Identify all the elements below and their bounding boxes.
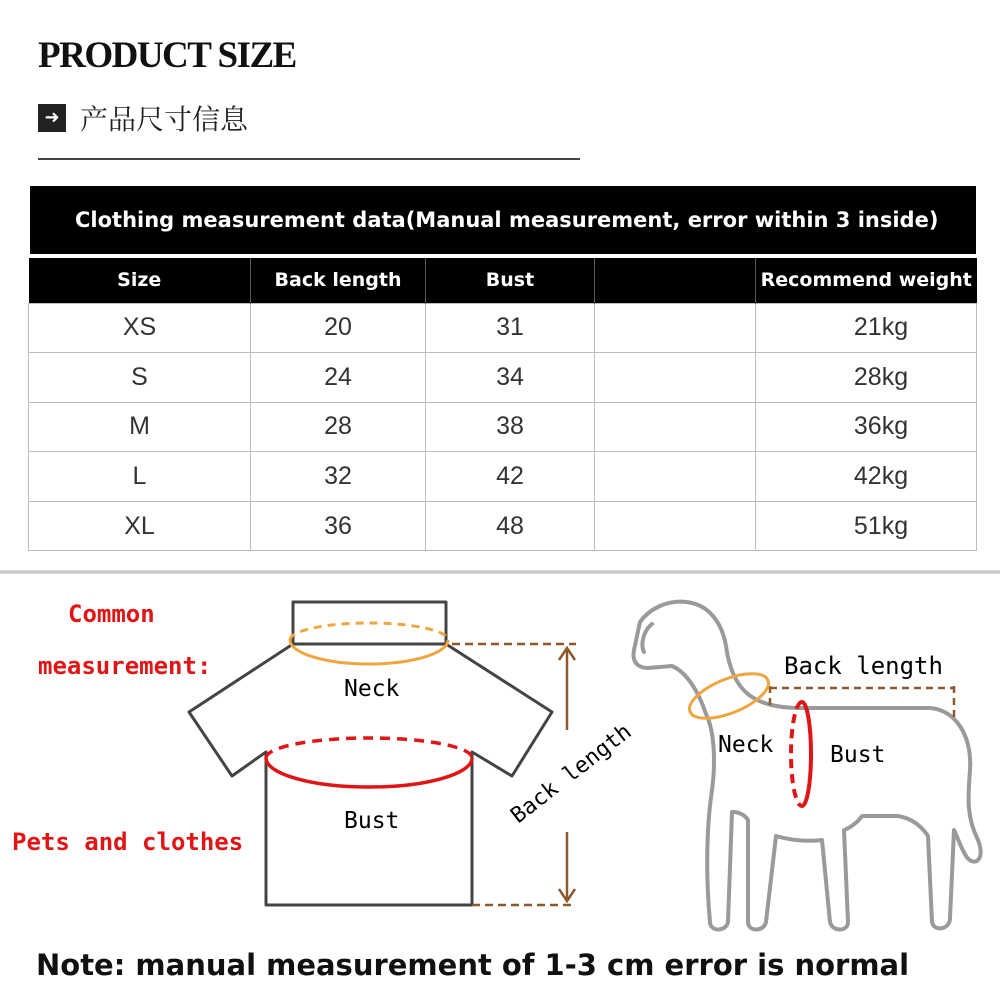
shirt-bust-ring [266,738,472,787]
shirt-bust-label: Bust [344,808,400,834]
dog-bust-ring [791,702,811,806]
cell-weight: 42kg [756,452,977,502]
dog-silhouette [634,602,981,930]
cell-size: M [29,402,251,452]
cell-bust: 31 [426,303,595,353]
cell-size: L [29,452,251,502]
cell-bust: 38 [426,402,595,452]
cell-weight: 51kg [756,501,977,551]
cell-size: XS [29,303,251,353]
cell-bust: 42 [426,452,595,502]
shirt-back-length-label: Back length [506,719,637,829]
measurement-label: measurement: [38,652,212,680]
dog-back-length-label: Back length [784,652,943,680]
cell-back-length: 32 [251,452,426,502]
cell-back-length: 28 [251,402,426,452]
pets-and-clothes-label: Pets and clothes [12,828,244,856]
column-header-back-length: Back length [251,258,426,303]
cell-bust: 48 [426,501,595,551]
cell-size: S [29,353,251,403]
footer-note: Note: manual measurement of 1-3 cm error is normal [36,948,910,982]
common-label: Common [68,600,155,628]
cell-weight: 21kg [756,303,977,353]
cell-weight: 36kg [756,402,977,452]
cell-back-length: 36 [251,501,426,551]
arrow-right-icon: ➜ [38,104,66,132]
dog-neck-label: Neck [718,732,774,758]
cell-size: XL [29,501,251,551]
shirt-outline [189,602,552,905]
column-header-recommend-weight: Recommend weight [756,258,977,303]
page-title: PRODUCT SIZE [38,35,296,76]
cell-weight: 28kg [756,353,977,403]
cell-bust: 34 [426,353,595,403]
measurement-banner: Clothing measurement data(Manual measurement, error within 3 inside) [30,186,976,254]
cell-back-length: 20 [251,303,426,353]
column-header-size: Size [29,258,251,303]
subtitle-text: 产品尺寸信息 [80,103,249,136]
shirt-neck-label: Neck [344,676,400,702]
dog-neck-ring [684,665,775,728]
cell-back-length: 24 [251,353,426,403]
dog-bust-label: Bust [830,742,886,768]
column-header-bust: Bust [426,258,595,303]
